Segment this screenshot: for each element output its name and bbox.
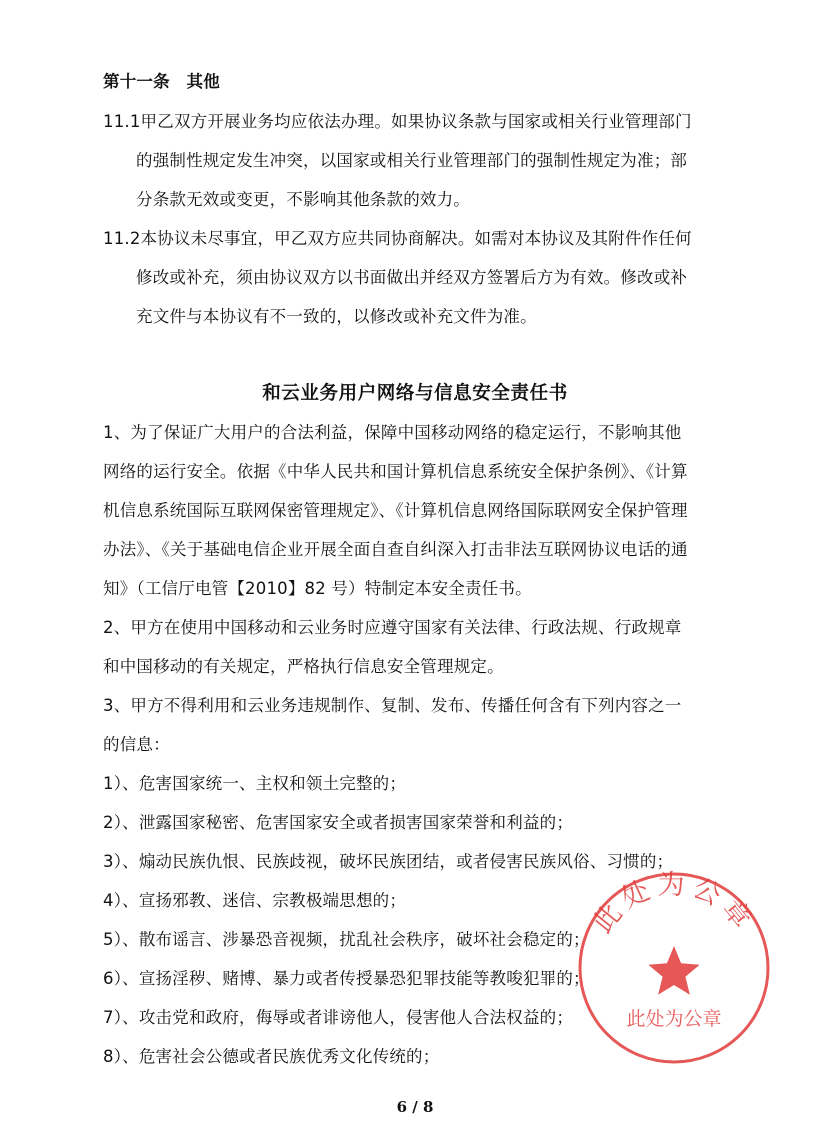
paragraph-3-line-2: 的信息： — [103, 735, 170, 754]
seal-bottom-text: 此处为公章 — [626, 1008, 722, 1030]
paragraph-1-line-3: 机信息系统国际互联网保密管理规定》、《计算机信息网络国际联网安全保护管理 — [103, 501, 688, 520]
list-item-4: 4）、宣扬邪教、迷信、宗教极端思想的； — [103, 891, 407, 910]
paragraph-1-line-2: 网络的运行安全。依据《中华人民共和国计算机信息系统安全保护条例》、《计算 — [103, 462, 688, 481]
paragraph-3-line-1: 3、甲方不得利用和云业务违规制作、复制、发布、传播任何含有下列内容之一 — [103, 696, 682, 715]
paragraph-1-line-4: 办法》、《关于基础电信企业开展全面自查自纠深入打击非法互联网协议电话的通 — [103, 540, 688, 559]
clause-11-2-line-3: 充文件与本协议有不一致的，以修改或补充文件为准。 — [136, 307, 537, 326]
section-heading: 第十一条 其他 — [103, 72, 220, 91]
list-item-5: 5）、散布谣言、涉暴恐音视频，扰乱社会秩序，破坏社会稳定的； — [103, 930, 590, 949]
clause-11-2-line-1: 11.2本协议未尽事宜，甲乙双方应共同协商解决。如需对本协议及其附件作任何 — [103, 229, 692, 248]
clause-11-1-line-3: 分条款无效或变更，不影响其他条款的效力。 — [136, 190, 470, 209]
clause-11-1-line-1: 11.1甲乙双方开展业务均应依法办理。如果协议条款与国家或相关行业管理部门 — [103, 112, 692, 131]
document-title: 和云业务用户网络与信息安全责任书 — [262, 383, 568, 404]
clause-11-1-line-2: 的强制性规定发生冲突，以国家或相关行业管理部门的强制性规定为准；部 — [136, 151, 688, 170]
list-item-7: 7）、攻击党和政府，侮辱或者诽谤他人，侵害他人合法权益的； — [103, 1008, 574, 1027]
paragraph-1-line-1: 1、为了保证广大用户的合法利益，保障中国移动网络的稳定运行，不影响其他 — [103, 423, 682, 442]
list-item-1: 1）、危害国家统一、主权和领土完整的； — [103, 774, 407, 793]
paragraph-1-line-5: 知》（工信厅电管【2010】82 号）特制定本安全责任书。 — [103, 579, 532, 598]
seal-arc-text: 此处为公章 — [587, 870, 761, 939]
list-item-2: 2）、泄露国家秘密、危害国家安全或者损害国家荣誉和利益的； — [103, 813, 574, 832]
list-item-6: 6）、宣扬淫秽、赌博、暴力或者传授暴恐犯罪技能等教唆犯罪的； — [103, 969, 590, 988]
clause-11-2-line-2: 修改或补充，须由协议双方以书面做出并经双方签署后方为有效。修改或补 — [136, 268, 688, 287]
paragraph-2-line-1: 2、甲方在使用中国移动和云业务时应遵守国家有关法律、行政法规、行政规章 — [103, 618, 682, 637]
seal-star-icon — [648, 946, 699, 995]
paragraph-2-line-2: 和中国移动的有关规定，严格执行信息安全管理规定。 — [103, 657, 504, 676]
list-item-8: 8）、危害社会公德或者民族优秀文化传统的； — [103, 1047, 440, 1066]
official-seal — [574, 868, 774, 1068]
page-number: 6 / 8 — [396, 1098, 434, 1116]
list-item-3: 3）、煽动民族仇恨、民族歧视，破坏民族团结，或者侵害民族风俗、习惯的； — [103, 852, 674, 871]
